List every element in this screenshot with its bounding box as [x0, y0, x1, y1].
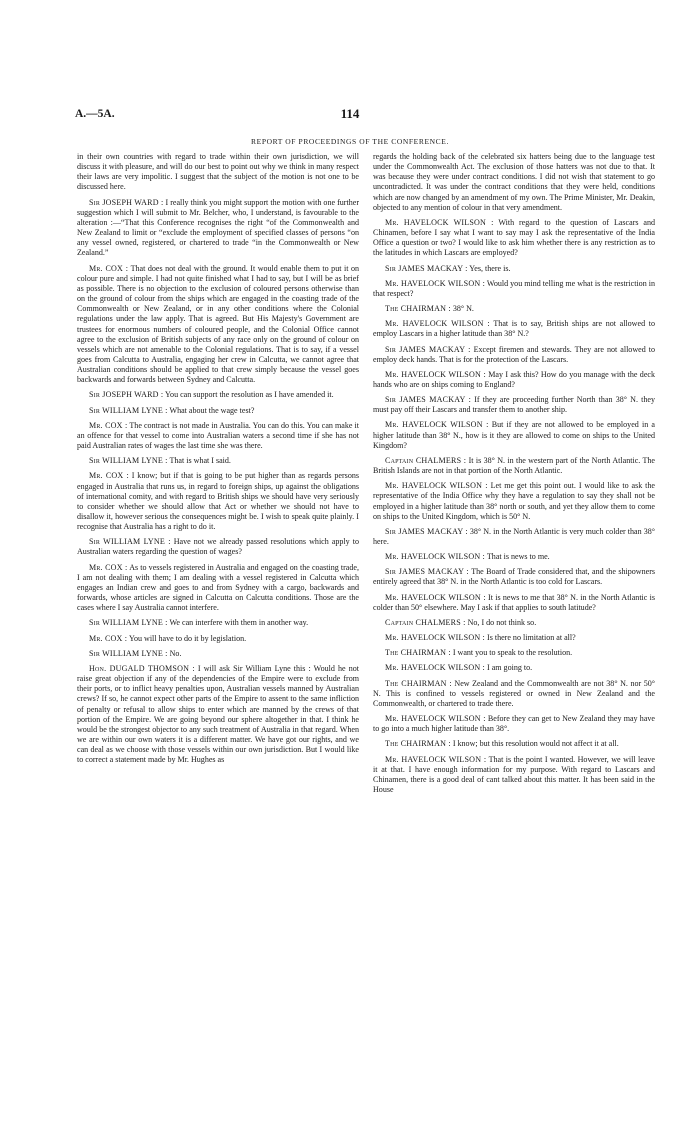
speech-text: Have not we already passed resolutions which apply to Australian waters regarding the question of wages? — [77, 537, 359, 557]
speech-text: It is 38° N. in the western part of the North Atlantic. The British Islands are not in that portion of the North Atlantic. — [373, 455, 655, 476]
speaker-name: The CHAIRMAN : — [385, 648, 451, 658]
speech-text: The contract is not made in Australia. You can do this. You can make it an offence for that vessel to come into Australian waters a second time if she has not paid Australian rates of wages the last time she was there. — [77, 420, 360, 451]
speech-text: I really think you might support the motion with one further suggestion which I will submit to Mr. Belcher, who, I understand, is favourable to the alteration :—“That this Conference recognises the right “of the Commonwealth and New Zealand to limit or “exclude the employment of specified classes of persons “on any vessel owned, registered, or chartered to trade “in the Commonwealth or New Zealand.” — [77, 197, 359, 258]
speech-text: I want you to speak to the resolution. — [452, 648, 573, 658]
speech-paragraph — [77, 563, 359, 614]
speech-paragraph — [373, 152, 655, 213]
speech-paragraph — [373, 395, 655, 415]
speech-paragraph — [373, 420, 655, 450]
speaker-name: Mr. HAVELOCK WILSON : — [385, 714, 486, 724]
speaker-name: Mr. COX : — [89, 420, 128, 430]
speaker-name: Sir JAMES MACKAY : — [385, 395, 472, 405]
document-reference: A.—5A. — [75, 108, 115, 120]
speech-text: Before they can get to New Zealand they may have to go into a much higher latitude than 38°. — [373, 714, 656, 734]
speaker-name: Sir JAMES MACKAY : — [385, 567, 469, 577]
speech-paragraph — [373, 319, 655, 339]
speech-text: What about the wage test? — [169, 405, 255, 415]
speech-paragraph — [77, 649, 359, 659]
speaker-name: Mr. COX : — [89, 562, 128, 572]
speech-text: I know; but if that is going to be put higher than as regards persons engaged in Australia that runs us, in regard to foreign ships, up against the obligations of international comity, and with regard to British ships we should have very seriously to consider whether we should allow that Act or whether we should not have to disallow it, however serious the consequences might be. I wish to speak quite plainly. I recognise that Australia has a right to do it. — [77, 471, 359, 532]
speaker-name: The CHAIRMAN : — [385, 304, 451, 314]
speech-text: That is news to me. — [486, 552, 550, 562]
speech-text: No. — [169, 648, 182, 658]
speech-text: Yes, there is. — [469, 263, 511, 273]
speech-text: With regard to the question of Lascars and Chinamen, before I say what I want to say may I ask the representative of the India Office a question or two? I would like to ask him whether there is any restriction as to the latitudes in which Lascars are employed? — [373, 217, 656, 258]
speaker-name: Mr. HAVELOCK WILSON : — [385, 663, 485, 673]
speaker-name: The CHAIRMAN : — [385, 739, 451, 749]
speech-text: The Board of Trade considered that, and the shipowners entirely agreed that 38° N. in the North Atlantic is too cold for Lascars. — [373, 567, 655, 587]
speaker-name: Hon. DUGALD THOMSON : — [89, 663, 195, 673]
speech-text: That is the point I wanted. However, we will leave it at that. I have enough information for my purpose. With regard to Lascars and Chinamen, there is a good deal of cant talked about this matter. It has been said in the House — [373, 754, 655, 794]
speech-paragraph — [77, 456, 359, 466]
speaker-name: The CHAIRMAN : — [385, 678, 452, 688]
speech-text: 38° N. in the North Atlantic is very much colder than 38° here. — [373, 526, 655, 546]
speech-paragraph — [77, 390, 359, 400]
speech-text: As to vessels registered in Australia and engaged on the coasting trade, I am not dealing with them; I am dealing with a vessel registered in Calcutta which engages an Indian crew and goes to and from Sydney with a cargo, backwards and forwards, whose articles are signed in Calcutta on Calcutta conditions. Those are the cases where I say Australia cannot interfere. — [77, 562, 359, 613]
speaker-name: Mr. HAVELOCK WILSON : — [385, 319, 490, 329]
speaker-name: Sir WILLIAM LYNE : — [89, 456, 168, 466]
speech-text: That is to say, British ships are not allowed to employ Lascars in a higher latitude than 38° N.? — [373, 319, 655, 339]
speaker-name: Sir JAMES MACKAY : — [385, 344, 471, 354]
running-title: REPORT OF PROCEEDINGS OF THE CONFERENCE. — [251, 137, 449, 146]
speech-paragraph — [77, 152, 359, 193]
speech-paragraph — [373, 679, 655, 709]
speech-paragraph — [373, 755, 655, 796]
speech-paragraph — [77, 198, 359, 259]
speech-text: It is news to me that 38° N. in the North Atlantic is colder than 50° elsewhere. May I ask if that applies to south latitude? — [373, 592, 655, 612]
speaker-name: Mr. COX : — [89, 633, 128, 643]
speech-text: I am going to. — [487, 663, 533, 673]
speaker-name: Mr. HAVELOCK WILSON : — [385, 420, 489, 430]
speech-paragraph — [373, 456, 655, 476]
speech-text: That does not deal with the ground. It would enable them to put it on colour pure and simple. I had not quite finished what I had to say, but I will be as brief as possible. There is no objection to the exclusion of coloured persons otherwise than on the ground of colour from the ships which are engaged in the coasting trade of the Commonwealth or New Zealand, or in any other conditions where the Colonial regulations under the law apply. That is agreed. But His Majesty's Government are trustees for enormous numbers of coloured people, and the Colonial Office cannot agree to the exclusion of British subjects of any race only on the ground of colour on vessels which are not amenable to the Colonial regulations. That is to say, if a vessel goes from Calcutta to Australia, engaging her crew in Calcutta, we cannot agree that Australian conditions should be applied to that crew simply because the vessel goes backwards and forwards between Sydney and Calcutta. — [77, 263, 359, 385]
speech-paragraph — [373, 633, 655, 643]
speech-text: I will ask Sir William Lyne this : Would he not raise great objection if any of the dependencies of the Empire were to exclude from their ports, or to inflict heavy penalties upon, Australian vessels manned by Australian crews? If so, he cannot expect other parts of the Empire to assent to the same infliction of penalty or refusal to allow ships to enter which are manned by the crews of that portion of the Empire. We are going beyond our sphere altogether in that. I think he would be the strongest objector to any such treatment of Australia in that regard. When we are within our own waters it is a different matter. We have got our rights, and we can deal as we choose with those vessels within our own jurisdiction. But I would like to correct a statement made by Mr. Hughes as — [77, 663, 359, 765]
speech-paragraph — [77, 664, 359, 766]
right-column — [373, 152, 655, 795]
speech-paragraph — [373, 370, 655, 390]
speech-text: regards the holding back of the celebrated six hatters being due to the language test under the Commonwealth Act. The exclusion of those hatters was not due to that. It was because they were under contract conditions. I did not wish that statement to go uncontradicted. It was under the contract conditions that they were held, conditions which are now changed by an amendment of my own. The Prime Minister, Mr. Deakin, objected to any mention of colour in that very amendment. — [373, 152, 655, 212]
speech-paragraph — [373, 481, 655, 522]
speech-paragraph — [373, 648, 655, 658]
speech-text: You can support the resolution as I have amended it. — [165, 390, 334, 400]
speech-paragraph — [373, 663, 655, 673]
speech-paragraph — [373, 552, 655, 562]
speech-text: Is there no limitation at all? — [487, 633, 576, 643]
speaker-name: Sir JAMES MACKAY : — [385, 526, 468, 536]
speech-text: 38° N. — [452, 304, 474, 314]
speech-paragraph — [77, 406, 359, 416]
speech-text: in their own countries with regard to trade within their own jurisdiction, we will discuss it with pleasure, and will do our best to point out why we think in many respect their laws are very impolitic. I suggest that the subject of the motion is not one to be discussed here. — [77, 152, 359, 192]
speech-text: But if they are not allowed to be employed in a higher latitude than 38° N., how is it they are allowed to come on ships to the United Kingdom? — [373, 420, 656, 450]
speaker-name: Sir WILLIAM LYNE : — [89, 537, 171, 547]
speaker-name: Captain CHALMERS : — [385, 617, 466, 627]
speech-text: New Zealand and the Commonwealth are not 38° N. nor 50° N. This is confined to vessels registered or owned in New Zealand and the Commonwealth, or chartered to trade there. — [373, 678, 655, 708]
speech-paragraph — [373, 618, 655, 628]
speaker-name: Mr. COX : — [89, 471, 129, 481]
speech-text: No, I do not think so. — [467, 617, 537, 627]
speech-paragraph — [373, 218, 655, 259]
speech-text: You will have to do it by legislation. — [128, 633, 247, 643]
speech-text: Would you mind telling me what is the restriction in that respect? — [373, 278, 656, 298]
speaker-name: Sir WILLIAM LYNE : — [89, 648, 168, 658]
speech-paragraph — [77, 421, 359, 451]
speech-paragraph — [373, 304, 655, 314]
speech-text: Except firemen and stewards. They are not allowed to employ deck hands. That is for the protection of the Lascars. — [373, 344, 656, 364]
speaker-name: Mr. HAVELOCK WILSON : — [385, 369, 486, 379]
speaker-name: Sir WILLIAM LYNE : — [89, 618, 168, 628]
speaker-name: Mr. HAVELOCK WILSON : — [385, 217, 494, 227]
speech-text: Let me get this point out. I would like to ask the representative of the India Office why they have a regulation to say they shall not be employed in a higher latitude than 38° north or south, and yet they allow them to come on ships to the United Kingdom, which is 50° N. — [373, 481, 656, 521]
speech-text: If they are proceeding further North than 38° N. they must pay off their Lascars and transfer them to another ship. — [373, 395, 655, 415]
page-number: 114 — [340, 106, 360, 121]
speaker-name: Captain CHALMERS : — [385, 455, 467, 465]
speech-paragraph — [373, 264, 655, 274]
speech-paragraph — [77, 618, 359, 628]
speech-paragraph — [373, 593, 655, 613]
speaker-name: Mr. HAVELOCK WILSON : — [385, 592, 486, 602]
speaker-name: Mr. HAVELOCK WILSON : — [385, 552, 485, 562]
speech-paragraph — [373, 527, 655, 547]
speaker-name: Sir WILLIAM LYNE : — [89, 405, 168, 415]
speech-paragraph — [77, 634, 359, 644]
speech-text: That is what I said. — [169, 456, 231, 466]
left-column — [77, 152, 359, 765]
speech-paragraph — [373, 279, 655, 299]
speaker-name: Sir JOSEPH WARD : — [89, 197, 164, 207]
speech-text: We can interfere with them in another way. — [169, 618, 309, 628]
speaker-name: Sir JAMES MACKAY : — [385, 263, 468, 273]
speech-paragraph — [373, 739, 655, 749]
speech-paragraph — [77, 264, 359, 386]
speaker-name: Sir JOSEPH WARD : — [89, 390, 164, 400]
speech-paragraph — [77, 537, 359, 557]
speech-paragraph — [373, 714, 655, 734]
speaker-name: Mr. HAVELOCK WILSON : — [385, 633, 485, 643]
speech-paragraph — [373, 345, 655, 365]
speaker-name: Mr. HAVELOCK WILSON : — [385, 481, 488, 491]
speech-text: May I ask this? How do you manage with the deck hands who are on ships coming to England? — [373, 369, 655, 389]
speech-paragraph — [373, 567, 655, 587]
speech-text: I know; but this resolution would not affect it at all. — [452, 739, 619, 749]
speech-paragraph — [77, 471, 359, 532]
speaker-name: Mr. HAVELOCK WILSON : — [385, 754, 487, 764]
speaker-name: Mr. COX : — [89, 263, 129, 273]
speaker-name: Mr. HAVELOCK WILSON : — [385, 278, 486, 288]
